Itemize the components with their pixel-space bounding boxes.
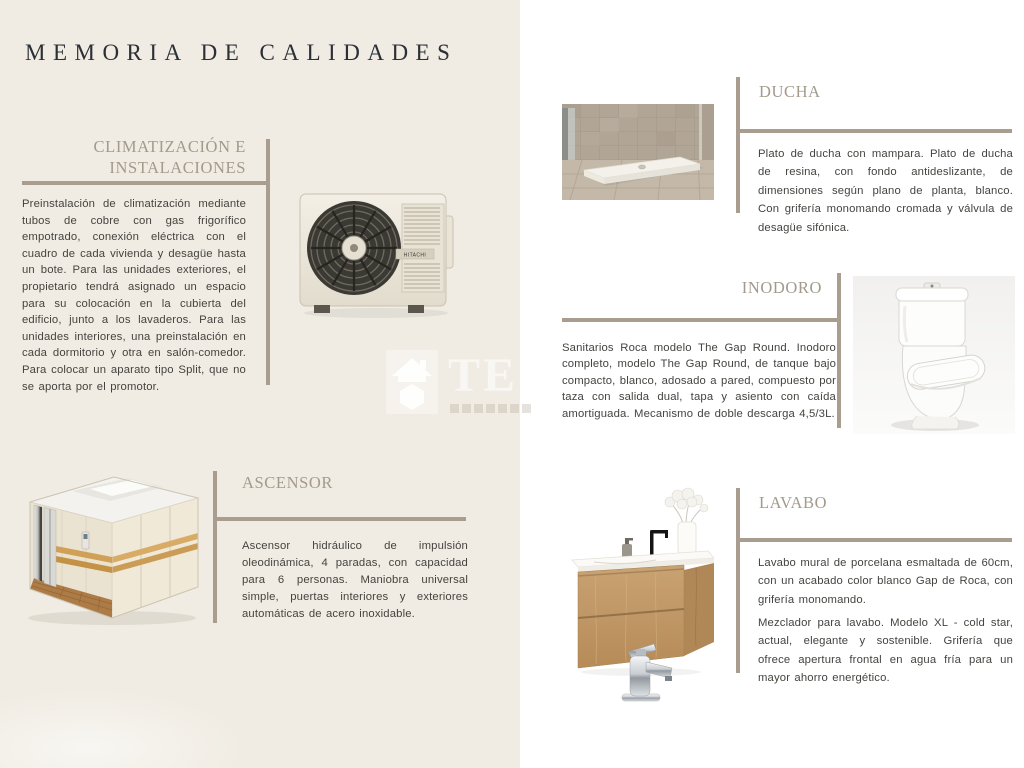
- watermark-text: TEC: [448, 349, 556, 402]
- climatizacion-heading-line1: CLIMATIZACIÓN E: [93, 137, 246, 156]
- lavabo-horizontal-rule: [736, 538, 1012, 542]
- lavabo-body-paragraph1: Lavabo mural de porcelana esmaltada de 60cm, con un acabado color blanco Gap de Roca, con grifería monomando.: [758, 557, 1013, 606]
- inodoro-body: Sanitarios Roca modelo The Gap Round. Inodoro completo, modelo The Gap Round, de tanque bajo compacto, blanco, adosado a pared, compuesto por taza con salida dual, tapa y asiento con caída amortiguada. Mecanismo de doble descarga 4,5/3L.: [562, 342, 836, 420]
- climatizacion-body: Preinstalación de climatización mediante tubos de cobre con gas frigorífico empotrado, conexión eléctrica con el cuadro de cada vivienda y desagüe hasta un bote. Para las unidades exteriores, el propietario tendrá asignado un espacio para su colocación en la cubierta del edificio, junto a los lavaderos. Para las unidades interiores, una preinstalación en cada dormitorio y otra en salón-comedor. Para colocar un aparato tipo Split, que no se aporta por el promotor.: [22, 198, 246, 393]
- ac-unit-image: [290, 186, 462, 324]
- climatizacion-horizontal-rule: [22, 181, 270, 185]
- ac-brand-label: HITACHI: [403, 252, 427, 259]
- elevator-image: [16, 460, 206, 628]
- inodoro-horizontal-rule: [562, 318, 841, 322]
- ascensor-heading: ASCENSOR: [242, 473, 333, 492]
- ducha-body: Plato de ducha con mampara. Plato de ducha de resina, con fondo antideslizante, de dimensiones según plano de planta, blanco. Con grifería monomando cromada y válvula de desagüe sifónica.: [758, 148, 1013, 234]
- page-title: MEMORIA DE CALIDADES: [25, 40, 458, 65]
- ascensor-body: Ascensor hidráulico de impulsión oleodinámica, 4 paradas, con capacidad para 6 personas. Maniobra universal simple, puertas interiores y exteriores automáticas de acero inoxidable.: [242, 540, 468, 620]
- ducha-heading: DUCHA: [759, 82, 821, 101]
- ducha-horizontal-rule: [736, 129, 1012, 133]
- ascensor-vertical-rule: [213, 471, 217, 623]
- lavabo-vertical-rule: [736, 488, 740, 673]
- climatizacion-heading: [40, 136, 246, 178]
- inodoro-heading: INODORO: [741, 278, 822, 297]
- shower-tray-image: [562, 104, 714, 200]
- inodoro-vertical-rule: [837, 273, 841, 428]
- lavabo-heading: LAVABO: [759, 493, 828, 512]
- corner-light-artifact: [0, 688, 250, 768]
- climatizacion-vertical-rule: [266, 139, 270, 385]
- vanity-and-faucet-image: [566, 466, 718, 706]
- climatizacion-heading-line2: INSTALACIONES: [109, 158, 246, 177]
- lavabo-body-paragraph2: Mezclador para lavabo. Modelo XL - cold star, actual, elegante y sostenible. Grifería que ofrece apertura frontal en agua fría para un mayor ahorro energético.: [758, 617, 1013, 685]
- ducha-vertical-rule: [736, 77, 740, 213]
- toilet-image: [853, 276, 1015, 434]
- ascensor-horizontal-rule: [213, 517, 466, 521]
